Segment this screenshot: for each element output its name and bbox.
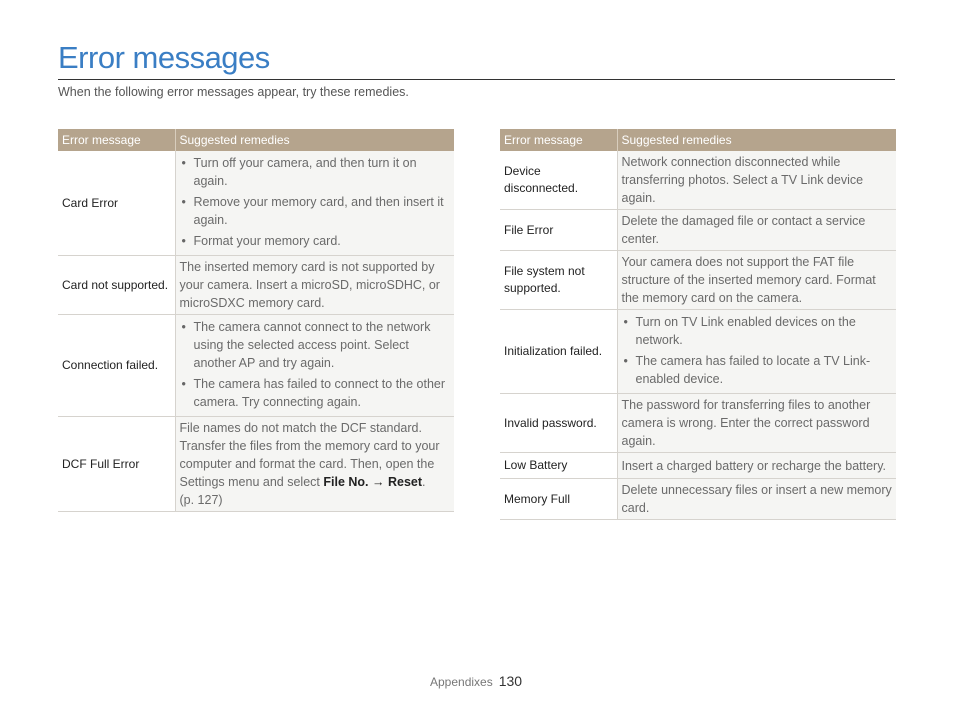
remedy-item: • The camera cannot connect to the network using the selected access point. Select another AP and try again.	[180, 318, 451, 372]
remedy-cell: The password for transferring files to another camera is wrong. Enter the correct password again.	[617, 394, 896, 453]
error-message-cell: Memory Full	[500, 479, 617, 520]
page-title: Error messages	[58, 40, 270, 75]
remedy-item: • The camera has failed to locate a TV Link-enabled device.	[622, 352, 893, 388]
remedy-cell: Network connection disconnected while transferring photos. Select a TV Link device again.	[617, 151, 896, 210]
table-row	[58, 151, 454, 256]
remedy-cell: Delete unnecessary files or insert a new memory card.	[617, 479, 896, 520]
error-message-cell: Card Error	[58, 151, 175, 256]
remedy-cell: Your camera does not support the FAT file structure of the inserted memory card. Format the memory card on the camera.	[617, 251, 896, 310]
remedy-period: .	[422, 475, 426, 489]
footer-section: Appendixes	[430, 675, 493, 689]
remedy-cell: The inserted memory card is not supported by your camera. Insert a microSD, microSDHC, or microSDXC memory card.	[175, 256, 454, 315]
error-message-cell: Connection failed.	[58, 315, 175, 417]
error-message-cell: Card not supported.	[58, 256, 175, 315]
remedy-item: • Turn off your camera, and then turn it on again.	[180, 154, 451, 190]
page-number: 130	[498, 673, 523, 689]
remedy-item: • Format your memory card.	[180, 232, 451, 250]
header-suggested-remedies: Suggested remedies	[617, 129, 896, 151]
remedy-text: File names do not match the DCF standard. Transfer the files from the memory card to your computer and format the card. Then, open the Settings menu and select	[179, 421, 440, 489]
table-row	[500, 310, 896, 394]
arrow-icon: →	[368, 475, 388, 489]
table-row	[500, 210, 896, 251]
remedy-cell	[617, 310, 896, 394]
table-row	[500, 151, 896, 210]
page-footer	[430, 673, 522, 689]
remedy-cell	[175, 151, 454, 256]
header-suggested-remedies: Suggested remedies	[175, 129, 454, 151]
remedy-cell: Delete the damaged file or contact a service center.	[617, 210, 896, 251]
error-message-cell: DCF Full Error	[58, 417, 175, 512]
remedy-cell	[175, 315, 454, 417]
error-message-cell: Invalid password.	[500, 394, 617, 453]
table-row	[500, 251, 896, 310]
error-message-cell: Low Battery	[500, 453, 617, 479]
remedy-cell	[175, 417, 454, 512]
page-reference: (p. 127)	[179, 493, 223, 507]
error-message-cell: Initialization failed.	[500, 310, 617, 394]
remedy-item: • Remove your memory card, and then insert it again.	[180, 193, 451, 229]
error-table-left	[58, 129, 454, 512]
remedy-list	[180, 154, 451, 250]
table-row	[500, 394, 896, 453]
table-header-row	[500, 129, 896, 151]
remedy-list	[180, 318, 451, 411]
remedy-item: • Turn on TV Link enabled devices on the network.	[622, 313, 893, 349]
remedy-cell: Insert a charged battery or recharge the battery.	[617, 453, 896, 479]
table-row	[58, 417, 454, 512]
table-header-row	[58, 129, 454, 151]
error-message-cell: File system not supported.	[500, 251, 617, 310]
remedy-item: • The camera has failed to connect to the other camera. Try connecting again.	[180, 375, 451, 411]
menu-item-file-no: File No.	[323, 475, 369, 489]
menu-item-reset: Reset	[387, 475, 423, 489]
table-row	[500, 479, 896, 520]
table-row	[500, 453, 896, 479]
title-divider	[58, 79, 895, 80]
table-row	[58, 315, 454, 417]
table-row	[58, 256, 454, 315]
intro-text: When the following error messages appear, try these remedies.	[58, 85, 409, 99]
header-error-message: Error message	[500, 129, 617, 151]
error-message-cell: Device disconnected.	[500, 151, 617, 210]
error-table-right	[500, 129, 896, 520]
remedy-list	[622, 313, 893, 388]
header-error-message: Error message	[58, 129, 175, 151]
error-message-cell: File Error	[500, 210, 617, 251]
